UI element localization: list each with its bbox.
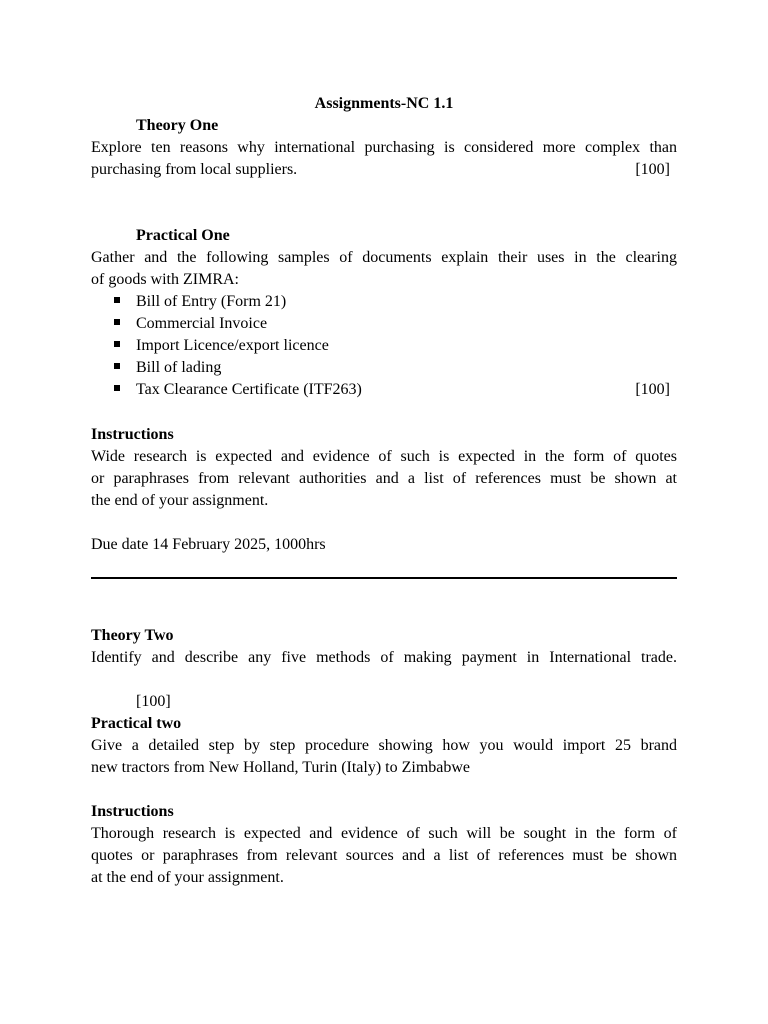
- theory-two-heading: Theory Two: [91, 627, 174, 644]
- document-list-item: Bill of Entry (Form 21): [136, 293, 287, 310]
- instructions-two-text-line-3: at the end of your assignment.: [91, 869, 284, 886]
- practical-one-marks: [100]: [635, 381, 670, 398]
- instructions-two-text-line-2: quotes or paraphrases from relevant sources and a list of references must be shown: [91, 847, 677, 864]
- theory-one-text-line-2: [91, 159, 677, 181]
- theory-one-text-line-2-text: purchasing from local suppliers.: [91, 161, 298, 178]
- document-list-item-text: Tax Clearance Certificate (ITF263): [136, 381, 362, 398]
- instructions-two-text-line-1: Thorough research is expected and evidence of such will be sought in the form of: [91, 825, 677, 842]
- practical-two-text-line-1: Give a detailed step by step procedure showing how you would import 25 brand: [91, 737, 677, 754]
- practical-two-heading: Practical two: [91, 715, 182, 732]
- bullet-icon: [114, 297, 120, 303]
- document-list-item: Import Licence/export licence: [136, 337, 329, 354]
- bullet-icon: [114, 341, 120, 347]
- instructions-one-text-line-3: the end of your assignment.: [91, 492, 269, 509]
- theory-two-text-line-1: Identify and describe any five methods of making payment in International trade.: [91, 649, 677, 666]
- instructions-one-text-line-1: Wide research is expected and evidence of such is expected in the form of quotes: [91, 448, 677, 465]
- theory-one-text-line-1: Explore ten reasons why international purchasing is considered more complex than: [91, 139, 677, 156]
- theory-one-marks: [100]: [635, 161, 670, 178]
- due-date: Due date 14 February 2025, 1000hrs: [91, 536, 326, 553]
- section-divider: [91, 577, 677, 579]
- bullet-icon: [114, 385, 120, 391]
- document-list-item: Bill of lading: [136, 359, 222, 376]
- practical-one-heading: Practical One: [136, 227, 230, 244]
- document-list-item: Commercial Invoice: [136, 315, 268, 332]
- theory-one-heading: Theory One: [136, 117, 219, 134]
- practical-one-text-line-2: of goods with ZIMRA:: [91, 271, 239, 288]
- bullet-icon: [114, 319, 120, 325]
- theory-two-marks: [100]: [136, 693, 171, 710]
- instructions-two-heading: Instructions: [91, 803, 174, 820]
- practical-one-text-line-1: Gather and the following samples of documents explain their uses in the clearing: [91, 249, 677, 266]
- practical-two-text-line-2: new tractors from New Holland, Turin (Italy) to Zimbabwe: [91, 759, 471, 776]
- document-title: Assignments-NC 1.1: [314, 95, 454, 112]
- bullet-icon: [114, 363, 120, 369]
- instructions-one-text-line-2: or paraphrases from relevant authorities and a list of references must be shown at: [91, 470, 677, 487]
- document-list-item: [136, 379, 677, 401]
- instructions-one-heading: Instructions: [91, 426, 174, 443]
